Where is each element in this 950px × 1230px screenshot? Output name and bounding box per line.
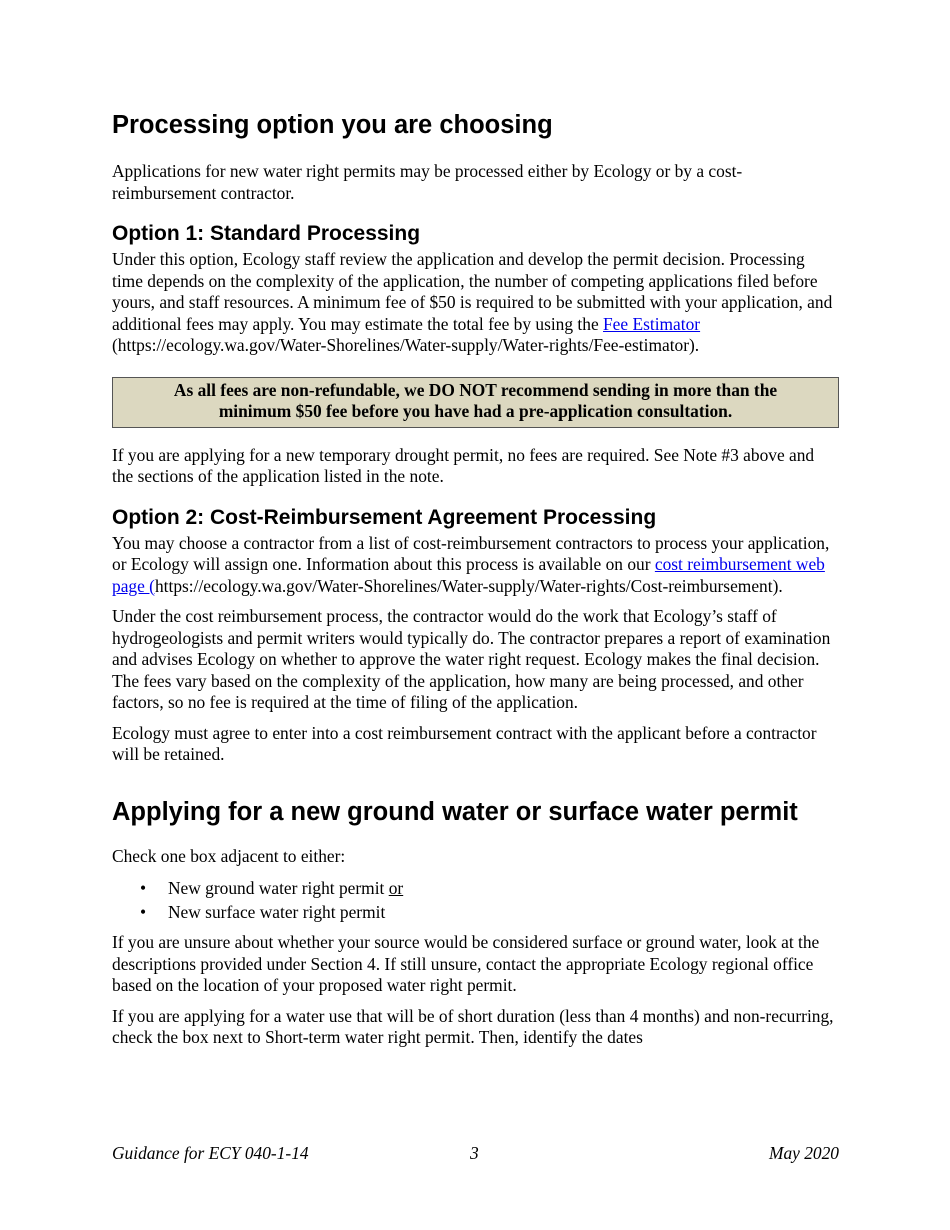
fee-estimator-link[interactable]: Fee Estimator (603, 313, 701, 334)
cost-reimbursement-link[interactable]: cost reimbursement web page ( (112, 554, 825, 596)
option1-paragraph (112, 249, 839, 357)
drought-permit-paragraph: If you are applying for a new temporary drought permit, no fees are required. See Note #3 above and the sections of the application listed in the note. (112, 444, 815, 486)
footer-page-number: 3 (470, 1143, 479, 1163)
document-page (112, 108, 839, 1049)
short-term-paragraph: If you are applying for a water use that will be of short duration (less than 4 months) and non-recurring, check the box next to Short-term water right permit. Then, identify the dates (112, 1005, 834, 1047)
fee-warning-callout: As all fees are non-refundable, we DO NOT recommend sending in more than the minimum $50 fee before you have had a pre-application consultation. (112, 377, 839, 428)
option2-paragraph-3: Ecology must agree to enter into a cost reimbursement contract with the applicant before a contractor will be retained. (112, 722, 817, 764)
option1-heading: Option 1: Standard Processing (112, 222, 421, 245)
bullet-icon: • (140, 878, 147, 898)
page-footer (112, 1143, 839, 1165)
option2-paragraph-1 (112, 533, 839, 598)
section-heading-new-permit: Applying for a new ground water or surface water permit (112, 797, 798, 826)
processing-intro-paragraph: Applications for new water right permits may be processed either by Ecology or by a cost-reimbursement contractor. (112, 161, 743, 203)
list-item (112, 876, 839, 900)
option2-text: You may choose a contractor from a list of cost-reimbursement contractors to process your application, or Ecology will assign one. Information about this process is available on our (112, 532, 830, 574)
bullet-icon: • (140, 902, 147, 922)
ground-water-item-text: New ground water right permit (168, 878, 389, 898)
option2-url-text: https://ecology.wa.gov/Water-Shorelines/Water-supply/Water-rights/Cost-reimbursement). (154, 575, 783, 596)
section-heading-processing-option: Processing option you are choosing (112, 111, 553, 139)
list-item (112, 900, 839, 924)
surface-water-item-text: New surface water right permit (168, 902, 386, 922)
footer-document-title: Guidance for ECY 040-1-14 (112, 1143, 309, 1163)
or-underlined: or (388, 878, 404, 898)
unsure-source-paragraph: If you are unsure about whether your source would be considered surface or ground water, look at the descriptions provided under Section 4. If still unsure, contact the appropriate Ecology regional office based on the location of your proposed water right permit. (112, 932, 820, 995)
option1-text: Under this option, Ecology staff review the application and develop the permit decision. Processing time depends on the complexity of the application, the number of competing applications filed before yours, and staff resources. A minimum fee of $50 is required to be submitted with your application, and additional fees may apply. You may estimate the total fee by using the (112, 249, 833, 334)
option1-url-text: (https://ecology.wa.gov/Water-Shorelines/Water-supply/Water-rights/Fee-estimator). (112, 335, 700, 355)
footer-date: May 2020 (768, 1143, 839, 1163)
option2-paragraph-2: Under the cost reimbursement process, the contractor would do the work that Ecology’s staff of hydrogeologists and permit writers would typically do. The contractor prepares a report of examination and advises Ecology on whether to approve the water right request. Ecology makes the final decision. The fees vary based on the complexity of the application, how many are being processed, and other factors, so no fee is required at the time of filing of the application. (112, 606, 831, 712)
check-box-intro: Check one box adjacent to either: (112, 845, 346, 866)
option2-heading: Option 2: Cost-Reimbursement Agreement Processing (112, 505, 657, 529)
permit-type-list (112, 876, 839, 924)
